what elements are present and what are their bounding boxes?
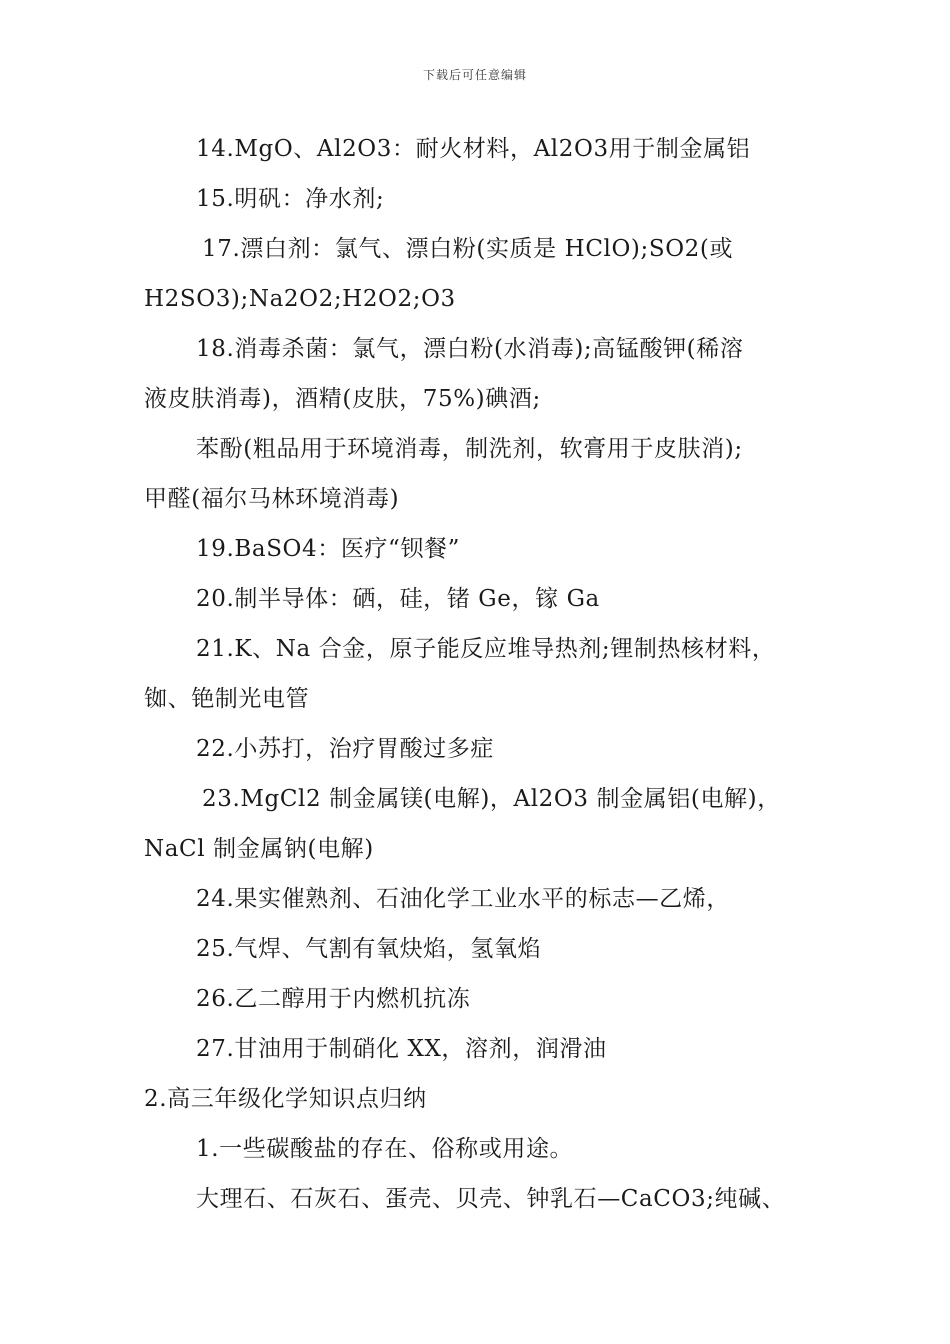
text-line-26-glycol: 26.乙二醇用于内燃机抗冻 [196,986,471,1012]
text-line-27-glycerol: 27.甘油用于制硝化 XX，溶剂，润滑油 [196,1036,607,1062]
text-line-23-electrolysis-cont: NaCl 制金属钠(电解) [144,836,374,862]
text-line-21-alloy-cont: 铷、铯制光电管 [144,686,310,712]
text-line-17-bleach-cont: H2SO3);Na2O2;H2O2;O3 [144,286,456,312]
text-line-18-disinfect: 18.消毒杀菌：氯气，漂白粉(水消毒);高锰酸钾(稀溶 [196,336,744,362]
section-heading: 2.高三年级化学知识点归纳 [144,1086,427,1112]
text-line-24-ethylene: 24.果实催熟剂、石油化学工业水平的标志—乙烯， [196,886,730,912]
text-line-carbonates-list: 大理石、石灰石、蛋壳、贝壳、钟乳石—CaCO3;纯碱、 [196,1186,786,1212]
text-line-22-baking-soda: 22.小苏打，治疗胃酸过多症 [196,736,494,762]
text-line-23-electrolysis: 23.MgCl2 制金属镁(电解)，Al2O3 制金属铝(电解)， [202,786,781,812]
text-line-25-flame: 25.气焊、气割有氧炔焰，氢氧焰 [196,936,542,962]
text-line-20-semiconductor: 20.制半导体：硒，硅，锗 Ge，镓 Ga [196,586,600,612]
text-line-phenol: 苯酚(粗品用于环境消毒，制洗剂，软膏用于皮肤消); [196,436,743,462]
text-line-19-barium: 19.BaSO4：医疗“钡餐” [196,536,460,562]
text-line-15-alum: 15.明矾：净水剂; [196,186,385,212]
text-line-21-alloy: 21.K、Na 合金，原子能反应堆导热剂;锂制热核材料， [196,636,776,662]
text-line-formaldehyde: 甲醛(福尔马林环境消毒) [144,486,400,512]
page-header: 下载后可任意编辑 [422,68,527,82]
text-line-1-carbonates: 1.一些碳酸盐的存在、俗称或用途。 [196,1136,574,1162]
text-line-17-bleach: 17.漂白剂：氯气、漂白粉(实质是 HClO);SO2(或 [202,236,734,262]
text-line-18-disinfect-cont: 液皮肤消毒)，酒精(皮肤，75%)碘酒; [144,386,541,412]
text-line-14-oxides: 14.MgO、Al2O3：耐火材料，Al2O3用于制金属铝 [196,136,751,162]
